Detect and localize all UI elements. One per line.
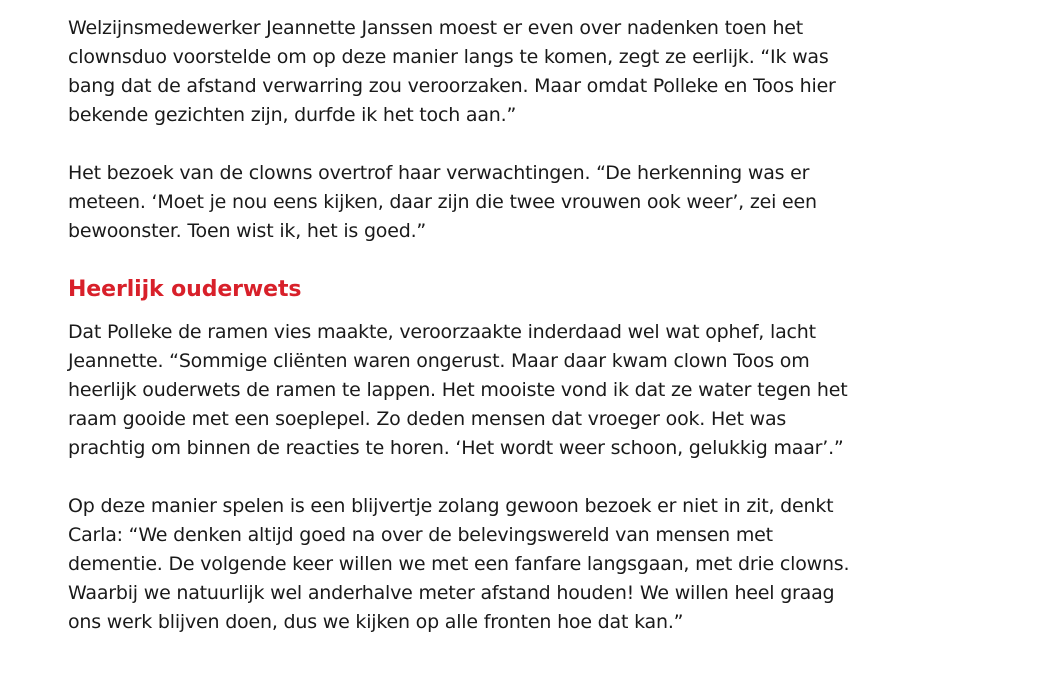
- paragraph-visit-expectations: Het bezoek van de clowns overtrof haar verwachtingen. “De herkenning was er meteen. ‘Moet je nou eens kijken, daar zijn die twee vrouwen ook weer’, zei een bewoonster. Toen wist ik, het is goed.”: [68, 162, 817, 242]
- section-heading: Heerlijk ouderwets: [68, 277, 302, 302]
- paragraph-carla-quote: Op deze manier spelen is een blijvertje zolang gewoon bezoek er niet in zit, denkt Carla: “We denken altijd goed na over de belevingswereld van mensen met dementie. De volgende keer willen we met een fanfare langsgaan, met drie clowns. Waarbij we natuurlijk wel anderhalve meter afstand houden! We willen heel graag ons werk blijven doen, dus we kijken op alle fronten hoe dat kan.”: [68, 495, 850, 633]
- paragraph-windows: Dat Polleke de ramen vies maakte, veroorzaakte inderdaad wel wat ophef, lacht Jeannette. “Sommige cliënten waren ongerust. Maar daar kwam clown Toos om heerlijk ouderwets de ramen te lappen. Het mooiste vond ik dat ze water tegen het raam gooide met een soeplepel. Zo deden mensen dat vroeger ook. Het was prachtig om binnen de reacties te horen. ‘Het wordt weer schoon, gelukkig maar’.”: [68, 321, 848, 459]
- paragraph-jeannette-doubts: Welzijnsmedewerker Jeannette Janssen moest er even over nadenken toen het clownsduo voorstelde om op deze manier langs te komen, zegt ze eerlijk. “Ik was bang dat de afstand verwarring zou veroorzaken. Maar omdat Polleke en Toos hier bekende gezichten zijn, durfde ik het toch aan.”: [68, 17, 836, 126]
- article-body: [68, 14, 868, 666]
